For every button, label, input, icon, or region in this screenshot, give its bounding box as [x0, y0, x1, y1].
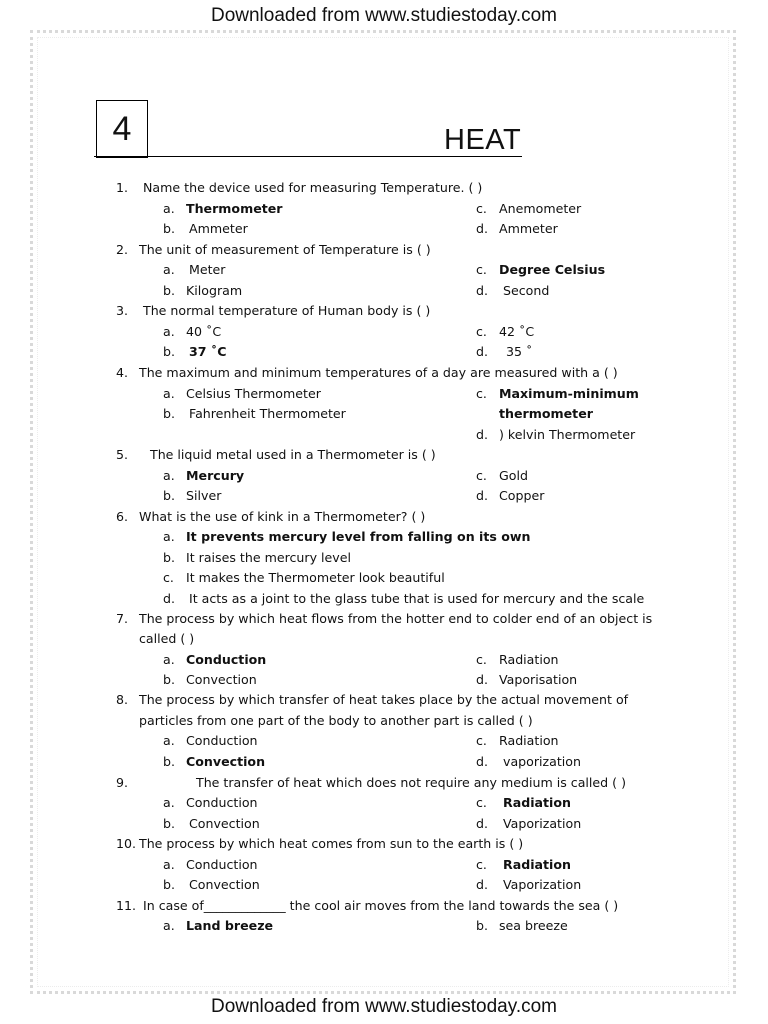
option-letter: a.	[163, 652, 175, 667]
option-letter: a.	[163, 201, 175, 216]
option-text: Convection	[189, 816, 260, 831]
option-text: Conduction	[186, 652, 267, 667]
question-number: 11.	[116, 898, 137, 913]
question-number: 1.	[116, 180, 129, 195]
option-letter: c.	[476, 201, 487, 216]
question-number: 7.	[116, 611, 129, 626]
option-text: vaporization	[503, 754, 581, 769]
option-letter: d.	[163, 591, 175, 606]
question-number: 2.	[116, 242, 129, 257]
option-text: Copper	[499, 488, 545, 503]
option-letter: a.	[163, 324, 175, 339]
option-letter: b.	[163, 488, 175, 503]
option-text: It acts as a joint to the glass tube that is used for mercury and the scale	[189, 591, 645, 606]
question-text: The normal temperature of Human body is ( )	[143, 303, 431, 318]
question-text: What is the use of kink in a Thermometer? ( )	[139, 509, 426, 524]
option-letter: b.	[163, 406, 175, 421]
option-letter: d.	[476, 283, 488, 298]
option-text: Radiation	[503, 795, 571, 810]
option-letter: b.	[163, 672, 175, 687]
question-number: 3.	[116, 303, 129, 318]
option-text: Convection	[189, 877, 260, 892]
option-letter: c.	[476, 386, 487, 401]
option-letter: b.	[163, 550, 175, 565]
option-text: Gold	[499, 468, 528, 483]
option-letter: d.	[476, 344, 488, 359]
option-text: Conduction	[186, 857, 258, 872]
option-text: Conduction	[186, 733, 258, 748]
option-text: Ammeter	[499, 221, 558, 236]
option-text: Kilogram	[186, 283, 243, 298]
option-text: Vaporisation	[499, 672, 578, 687]
option-text: Celsius Thermometer	[186, 386, 321, 401]
option-letter: a.	[163, 918, 175, 933]
question-text: The liquid metal used in a Thermometer is ( )	[150, 447, 436, 462]
option-letter: b.	[163, 344, 175, 359]
option-letter: a.	[163, 468, 175, 483]
option-letter: a.	[163, 857, 175, 872]
option-letter: b.	[163, 877, 175, 892]
option-text: 37 ˚C	[189, 344, 227, 359]
option-letter: c.	[476, 324, 487, 339]
option-letter: a.	[163, 386, 175, 401]
question-number: 4.	[116, 365, 129, 380]
option-letter: c.	[476, 733, 487, 748]
option-text: Maximum-minimum	[499, 386, 639, 401]
option-text: sea breeze	[499, 918, 568, 933]
option-text: 42 ˚C	[499, 324, 535, 339]
option-letter: b.	[163, 816, 175, 831]
watermark-header: Downloaded from www.studiestoday.com	[210, 5, 558, 26]
option-letter: d.	[476, 816, 488, 831]
option-letter: a.	[163, 795, 175, 810]
chapter-number-box	[96, 100, 148, 158]
question-text: In case of_____________ the cool air moves from the land towards the sea ( )	[143, 898, 619, 913]
question-number: 6.	[116, 509, 129, 524]
option-text: Ammeter	[189, 221, 248, 236]
option-text: Convection	[186, 754, 266, 769]
question-text: Name the device used for measuring Temperature. ( )	[143, 180, 483, 195]
option-text: Convection	[186, 672, 257, 687]
option-text: Land breeze	[186, 918, 274, 933]
question-text: The transfer of heat which does not require any medium is called ( )	[196, 775, 626, 790]
option-text: Vaporization	[503, 816, 582, 831]
question-text: The maximum and minimum temperatures of a day are measured with a ( )	[139, 365, 618, 380]
option-text: Conduction	[186, 795, 258, 810]
option-letter: b.	[476, 918, 488, 933]
question-text-continued: called ( )	[139, 631, 195, 646]
option-text: 40 ˚C	[186, 324, 222, 339]
question-number: 5.	[116, 447, 129, 462]
option-letter: c.	[163, 570, 174, 585]
option-letter: a.	[163, 733, 175, 748]
option-text: Anemometer	[499, 201, 582, 216]
question-number: 8.	[116, 692, 129, 707]
chapter-number: 4	[112, 109, 132, 148]
option-letter: d.	[476, 877, 488, 892]
option-text: Thermometer	[186, 201, 283, 216]
question-text-continued: particles from one part of the body to another part is called ( )	[139, 713, 533, 728]
option-letter: d.	[476, 427, 488, 442]
option-text: Meter	[189, 262, 226, 277]
option-letter: c.	[476, 468, 487, 483]
option-text: Radiation	[499, 652, 559, 667]
option-letter: c.	[476, 795, 487, 810]
option-letter: c.	[476, 262, 487, 277]
option-letter: c.	[476, 857, 487, 872]
option-text: It raises the mercury level	[186, 550, 351, 565]
option-letter: b.	[163, 221, 175, 236]
chapter-title: HEAT	[444, 124, 522, 156]
question-text: The process by which heat flows from the hotter end to colder end of an object is	[139, 611, 653, 626]
question-text: The process by which heat comes from sun to the earth is ( )	[139, 836, 524, 851]
option-text-continued: thermometer	[499, 406, 593, 421]
watermark-footer: Downloaded from www.studiestoday.com	[210, 996, 558, 1017]
question-number: 9.	[116, 775, 129, 790]
question-number: 10.	[116, 836, 137, 851]
question-text: The process by which transfer of heat takes place by the actual movement of	[139, 692, 629, 707]
option-letter: b.	[163, 283, 175, 298]
option-letter: b.	[163, 754, 175, 769]
option-text: It prevents mercury level from falling on its own	[186, 529, 531, 544]
option-letter: d.	[476, 488, 488, 503]
option-text: Silver	[186, 488, 222, 503]
option-text: It makes the Thermometer look beautiful	[186, 570, 445, 585]
option-text: Vaporization	[503, 877, 582, 892]
question-text: The unit of measurement of Temperature is ( )	[139, 242, 431, 257]
option-text: ) kelvin Thermometer	[499, 427, 636, 442]
option-letter: d.	[476, 754, 488, 769]
option-letter: d.	[476, 221, 488, 236]
option-text: Fahrenheit Thermometer	[189, 406, 346, 421]
option-text: Degree Celsius	[499, 262, 606, 277]
option-text: Radiation	[499, 733, 559, 748]
option-text: Mercury	[186, 468, 245, 483]
option-letter: c.	[476, 652, 487, 667]
option-letter: a.	[163, 529, 175, 544]
option-text: Radiation	[503, 857, 571, 872]
option-letter: d.	[476, 672, 488, 687]
option-letter: a.	[163, 262, 175, 277]
option-text: 35 ˚	[506, 344, 533, 359]
option-text: Second	[503, 283, 550, 298]
